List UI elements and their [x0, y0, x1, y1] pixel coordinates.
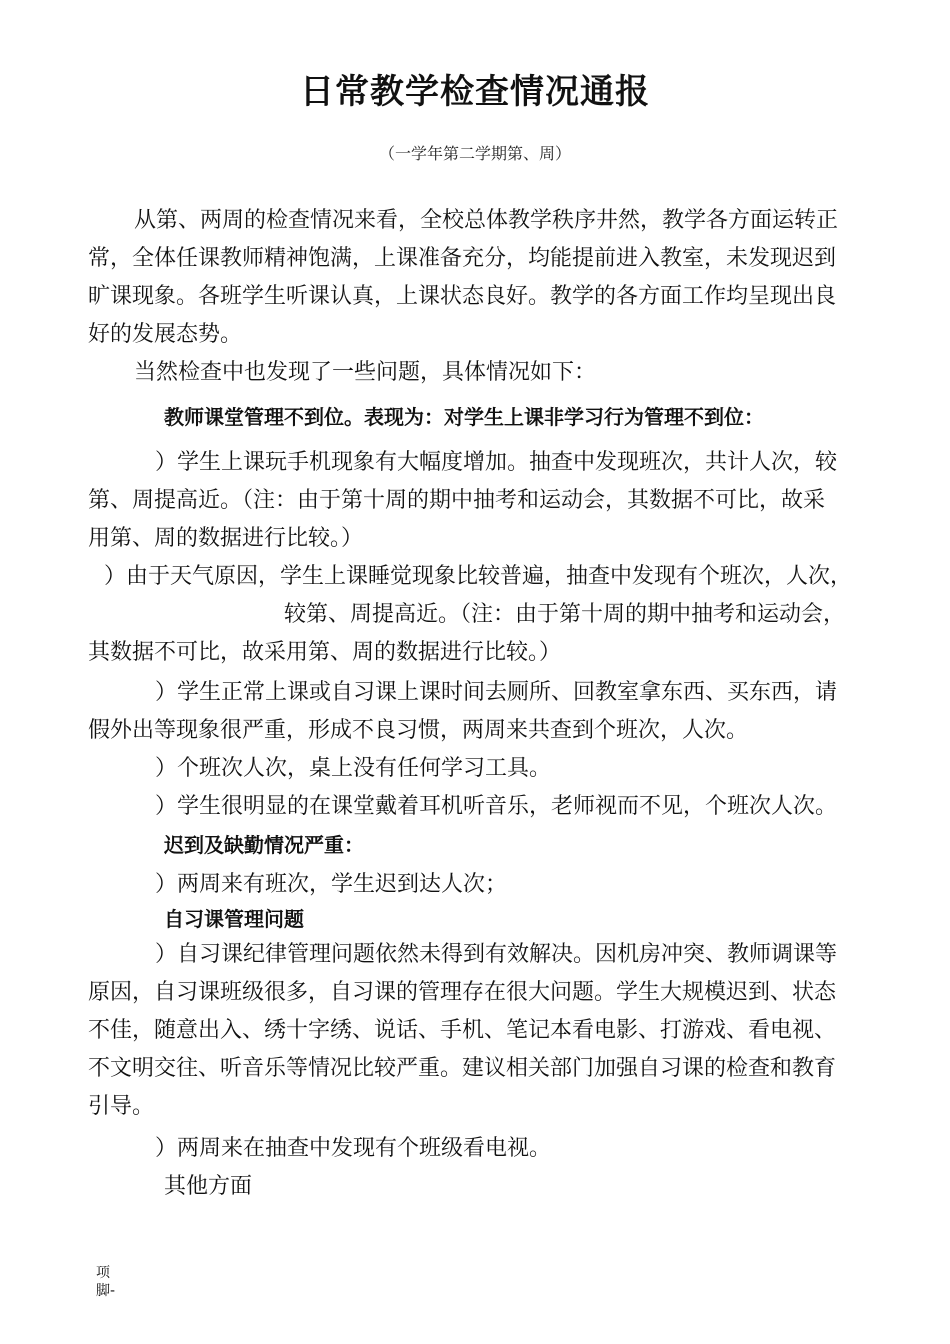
section-heading: 教师课堂管理不到位。表现为：对学生上课非学习行为管理不到位：	[164, 405, 764, 429]
paragraph-line: 不文明交往、听音乐等情况比较严重。建议相关部门加强自习课的检查和教育	[88, 1056, 837, 1081]
paragraph-line: 引导。	[88, 1094, 155, 1119]
paragraph-line: 其他方面	[164, 1174, 253, 1199]
paragraph-line: ）学生正常上课或自习课上课时间去厕所、回教室拿东西、买东西，请	[155, 680, 838, 705]
paragraph-line: ）学生很明显的在课堂戴着耳机听音乐，老师视而不见，个班次人次。	[155, 794, 838, 819]
section-heading: 迟到及缺勤情况严重：	[164, 833, 364, 857]
paragraph-line: ）由于天气原因，学生上课睡觉现象比较普遍，抽查中发现有个班次，人次，	[104, 564, 853, 589]
paragraph-line: 从第、两周的检查情况来看，全校总体教学秩序井然，教学各方面运转正	[134, 208, 839, 233]
paragraph-line: 原因，自习课班级很多，自习课的管理存在很大问题。学生大规模迟到、状态	[88, 980, 837, 1005]
paragraph-line: 不佳，随意出入、绣十字绣、说话、手机、笔记本看电影、打游戏、看电视、	[88, 1018, 837, 1043]
paragraph-line: ）两周来有班次，学生迟到达人次；	[155, 872, 508, 897]
paragraph-line: 用第、周的数据进行比较。）	[88, 526, 364, 551]
paragraph-line: 当然检查中也发现了一些问题，具体情况如下：	[134, 360, 597, 385]
document-title: 日常教学检查情况通报	[300, 72, 650, 112]
footer-line: 项	[96, 1265, 110, 1281]
section-heading: 自习课管理问题	[164, 907, 304, 931]
document-subtitle: （一学年第二学期第、周）	[378, 144, 571, 163]
paragraph-line: 好的发展态势。	[88, 322, 243, 347]
footer-line: 脚-	[96, 1283, 116, 1299]
paragraph-line: ）两周来在抽查中发现有个班级看电视。	[155, 1136, 552, 1161]
paragraph-line: 假外出等现象很严重，形成不良习惯，两周来共查到个班次，人次。	[88, 718, 749, 743]
paragraph-line: 常，全体任课教师精神饱满，上课准备充分，均能提前进入教室，未发现迟到	[88, 246, 837, 271]
paragraph-line: ）个班次人次，桌上没有任何学习工具。	[155, 756, 552, 781]
paragraph-line: 第、周提高近。（注：由于第十周的期中抽考和运动会，其数据不可比，故采	[88, 488, 826, 513]
paragraph-line: 旷课现象。各班学生听课认真，上课状态良好。教学的各方面工作均呈现出良	[88, 284, 837, 309]
paragraph-line: ）学生上课玩手机现象有大幅度增加。抽查中发现班次，共计人次，较	[155, 450, 838, 475]
paragraph-line: ）自习课纪律管理问题依然未得到有效解决。因机房冲突、教师调课等	[155, 942, 838, 967]
paragraph-line: 其数据不可比，故采用第、周的数据进行比较。）	[88, 640, 562, 665]
paragraph-line: 较第、周提高近。（注：由于第十周的期中抽考和运动会，	[284, 602, 846, 627]
